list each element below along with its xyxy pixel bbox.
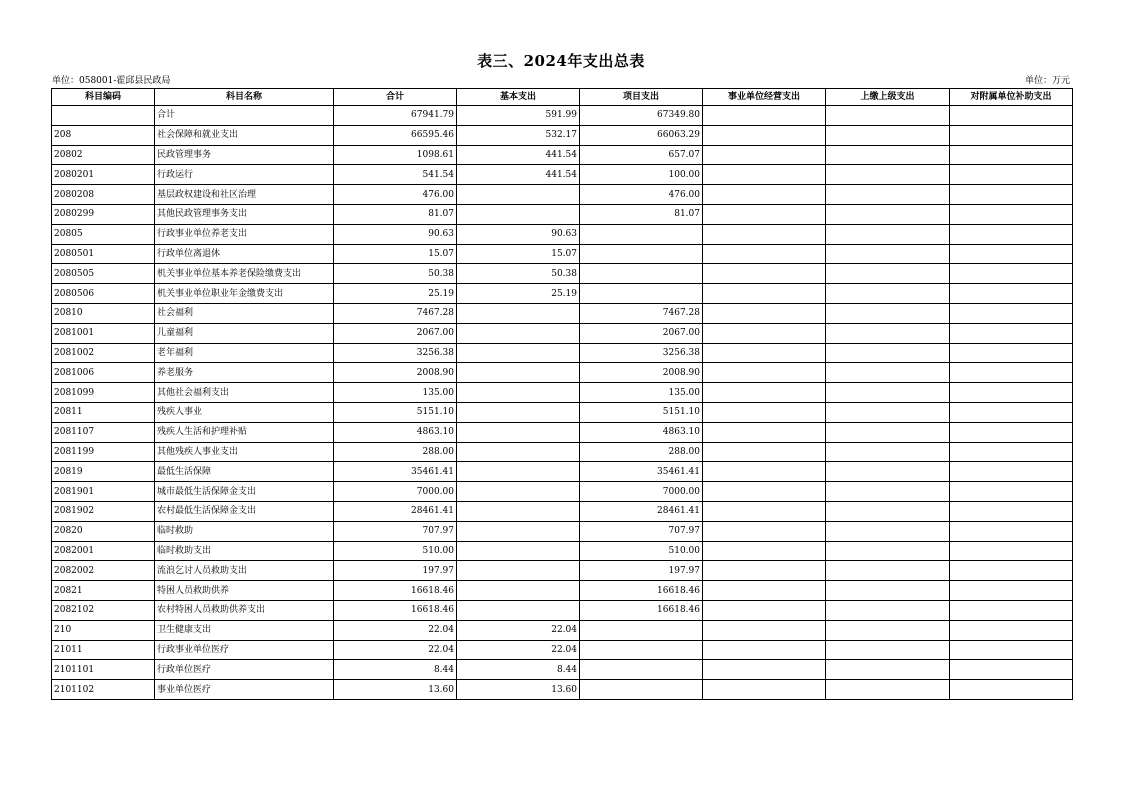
cell-name: 基层政权建设和社区治理 [155,185,334,205]
table-row [52,343,1073,363]
table-row [52,284,1073,304]
cell-upper-remit [826,581,950,601]
table-row [52,620,1073,640]
cell-code: 2080505 [52,264,155,284]
cell-total: 2008.90 [334,363,457,383]
cell-project [580,640,703,660]
table-row [52,561,1073,581]
cell-name: 机关事业单位职业年金缴费支出 [155,284,334,304]
cell-code: 2080201 [52,165,155,185]
cell-project [580,264,703,284]
cell-total: 22.04 [334,640,457,660]
cell-code: 20819 [52,462,155,482]
cell-total: 15.07 [334,244,457,264]
header-operations: 事业单位经营支出 [703,89,826,106]
header-project: 项目支出 [580,89,703,106]
cell-subsidy [950,145,1073,165]
cell-operations [703,581,826,601]
cell-code [52,106,155,126]
table-row [52,204,1073,224]
cell-subsidy [950,303,1073,323]
cell-basic [457,581,580,601]
cell-name: 最低生活保障 [155,462,334,482]
cell-basic: 13.60 [457,680,580,700]
cell-subsidy [950,323,1073,343]
unit-currency: 单位：万元 [1024,76,1070,86]
cell-name: 城市最低生活保障金支出 [155,482,334,502]
cell-subsidy [950,521,1073,541]
cell-subsidy [950,185,1073,205]
cell-project: 7467.28 [580,303,703,323]
cell-basic [457,343,580,363]
cell-total: 67941.79 [334,106,457,126]
cell-operations [703,521,826,541]
cell-basic: 22.04 [457,640,580,660]
cell-code: 210 [52,620,155,640]
cell-subsidy [950,462,1073,482]
cell-operations [703,422,826,442]
cell-name: 其他社会福利支出 [155,383,334,403]
cell-project: 35461.41 [580,462,703,482]
cell-name: 事业单位医疗 [155,680,334,700]
table-row [52,442,1073,462]
header-code: 科目编码 [52,89,155,106]
cell-subsidy [950,224,1073,244]
table-row [52,501,1073,521]
cell-total: 35461.41 [334,462,457,482]
cell-code: 208 [52,125,155,145]
cell-subsidy [950,106,1073,126]
cell-project [580,284,703,304]
cell-name: 农村特困人员救助供养支出 [155,600,334,620]
cell-total: 50.38 [334,264,457,284]
cell-code: 2082002 [52,561,155,581]
cell-name: 机关事业单位基本养老保险缴费支出 [155,264,334,284]
cell-upper-remit [826,620,950,640]
cell-upper-remit [826,363,950,383]
cell-code: 2081006 [52,363,155,383]
cell-basic [457,561,580,581]
cell-basic [457,402,580,422]
cell-total: 7467.28 [334,303,457,323]
cell-code: 20805 [52,224,155,244]
cell-subsidy [950,541,1073,561]
cell-operations [703,244,826,264]
table-row [52,363,1073,383]
cell-total: 22.04 [334,620,457,640]
cell-code: 2081002 [52,343,155,363]
cell-basic [457,204,580,224]
cell-code: 2101101 [52,660,155,680]
cell-project: 2067.00 [580,323,703,343]
cell-total: 16618.46 [334,581,457,601]
cell-operations [703,323,826,343]
cell-total: 1098.61 [334,145,457,165]
cell-upper-remit [826,640,950,660]
cell-subsidy [950,581,1073,601]
unit-department: 单位：058001-霍邱县民政局 [52,76,171,86]
report-title: 表三、2024年支出总表 [477,52,645,70]
cell-project: 707.97 [580,521,703,541]
cell-project: 4863.10 [580,422,703,442]
cell-name: 行政单位医疗 [155,660,334,680]
cell-upper-remit [826,185,950,205]
cell-subsidy [950,284,1073,304]
cell-total: 2067.00 [334,323,457,343]
cell-upper-remit [826,303,950,323]
table-row [52,303,1073,323]
cell-operations [703,224,826,244]
cell-total: 81.07 [334,204,457,224]
cell-operations [703,640,826,660]
header-upper-remit: 上缴上级支出 [826,89,950,106]
cell-basic [457,363,580,383]
cell-operations [703,264,826,284]
cell-basic [457,383,580,403]
cell-total: 197.97 [334,561,457,581]
cell-project: 510.00 [580,541,703,561]
cell-basic: 441.54 [457,165,580,185]
table-row [52,600,1073,620]
cell-name: 民政管理事务 [155,145,334,165]
cell-upper-remit [826,106,950,126]
cell-basic: 15.07 [457,244,580,264]
cell-subsidy [950,204,1073,224]
cell-upper-remit [826,165,950,185]
cell-operations [703,165,826,185]
cell-subsidy [950,660,1073,680]
cell-project: 2008.90 [580,363,703,383]
cell-operations [703,501,826,521]
cell-code: 2081107 [52,422,155,442]
cell-upper-remit [826,680,950,700]
cell-operations [703,145,826,165]
table-row [52,521,1073,541]
cell-upper-remit [826,343,950,363]
cell-basic [457,422,580,442]
cell-total: 7000.00 [334,482,457,502]
cell-operations [703,561,826,581]
cell-basic: 441.54 [457,145,580,165]
cell-upper-remit [826,501,950,521]
cell-subsidy [950,264,1073,284]
cell-code: 2101102 [52,680,155,700]
table-row [52,106,1073,126]
table-row [52,660,1073,680]
table-row [52,165,1073,185]
cell-operations [703,303,826,323]
cell-code: 20821 [52,581,155,601]
cell-code: 2081901 [52,482,155,502]
cell-upper-remit [826,224,950,244]
cell-operations [703,204,826,224]
cell-upper-remit [826,244,950,264]
cell-subsidy [950,244,1073,264]
cell-name: 特困人员救助供养 [155,581,334,601]
cell-subsidy [950,363,1073,383]
cell-total: 28461.41 [334,501,457,521]
cell-basic [457,303,580,323]
cell-name: 社会保障和就业支出 [155,125,334,145]
cell-project: 16618.46 [580,600,703,620]
table-row [52,264,1073,284]
cell-upper-remit [826,462,950,482]
cell-project: 476.00 [580,185,703,205]
cell-operations [703,462,826,482]
cell-total: 4863.10 [334,422,457,442]
cell-subsidy [950,442,1073,462]
cell-name: 行政运行 [155,165,334,185]
cell-subsidy [950,422,1073,442]
cell-code: 2080506 [52,284,155,304]
table-row [52,185,1073,205]
cell-operations [703,383,826,403]
cell-basic [457,185,580,205]
cell-project: 135.00 [580,383,703,403]
cell-total: 288.00 [334,442,457,462]
cell-basic: 50.38 [457,264,580,284]
cell-operations [703,680,826,700]
cell-subsidy [950,125,1073,145]
cell-total: 13.60 [334,680,457,700]
cell-project: 5151.10 [580,402,703,422]
cell-basic [457,482,580,502]
header-total: 合计 [334,89,457,106]
cell-subsidy [950,640,1073,660]
cell-basic: 22.04 [457,620,580,640]
cell-project: 67349.80 [580,106,703,126]
cell-basic: 25.19 [457,284,580,304]
cell-subsidy [950,600,1073,620]
cell-name: 社会福利 [155,303,334,323]
cell-basic [457,323,580,343]
cell-code: 2081001 [52,323,155,343]
cell-basic [457,501,580,521]
cell-upper-remit [826,383,950,403]
table-body [52,106,1073,700]
cell-subsidy [950,561,1073,581]
cell-upper-remit [826,521,950,541]
cell-operations [703,185,826,205]
cell-basic: 8.44 [457,660,580,680]
cell-code: 2082001 [52,541,155,561]
cell-code: 2081099 [52,383,155,403]
cell-project: 81.07 [580,204,703,224]
cell-name: 养老服务 [155,363,334,383]
cell-upper-remit [826,561,950,581]
cell-project: 288.00 [580,442,703,462]
table-row [52,462,1073,482]
cell-basic [457,521,580,541]
cell-upper-remit [826,264,950,284]
table-header-row [52,89,1073,106]
cell-operations [703,620,826,640]
cell-basic [457,442,580,462]
cell-code: 2080501 [52,244,155,264]
table-row [52,224,1073,244]
cell-operations [703,284,826,304]
cell-total: 66595.46 [334,125,457,145]
cell-name: 农村最低生活保障金支出 [155,501,334,521]
cell-upper-remit [826,145,950,165]
cell-operations [703,660,826,680]
cell-total: 135.00 [334,383,457,403]
cell-code: 20811 [52,402,155,422]
table-row [52,145,1073,165]
cell-operations [703,482,826,502]
cell-name: 合计 [155,106,334,126]
cell-code: 20802 [52,145,155,165]
cell-total: 707.97 [334,521,457,541]
cell-subsidy [950,165,1073,185]
cell-name: 卫生健康支出 [155,620,334,640]
cell-operations [703,125,826,145]
cell-basic: 90.63 [457,224,580,244]
cell-upper-remit [826,402,950,422]
cell-code: 2081199 [52,442,155,462]
cell-project: 7000.00 [580,482,703,502]
cell-name: 其他民政管理事务支出 [155,204,334,224]
cell-code: 2080208 [52,185,155,205]
cell-operations [703,541,826,561]
cell-project: 100.00 [580,165,703,185]
cell-project: 3256.38 [580,343,703,363]
cell-upper-remit [826,482,950,502]
cell-name: 临时救助支出 [155,541,334,561]
cell-code: 20810 [52,303,155,323]
header-subsidy: 对附属单位补助支出 [950,89,1073,106]
table-row [52,422,1073,442]
cell-name: 临时救助 [155,521,334,541]
cell-total: 5151.10 [334,402,457,422]
table-row [52,323,1073,343]
cell-code: 21011 [52,640,155,660]
cell-total: 25.19 [334,284,457,304]
cell-subsidy [950,482,1073,502]
cell-project: 197.97 [580,561,703,581]
expenditure-table [51,88,1073,700]
cell-subsidy [950,343,1073,363]
cell-operations [703,363,826,383]
cell-total: 510.00 [334,541,457,561]
cell-code: 2082102 [52,600,155,620]
cell-total: 90.63 [334,224,457,244]
cell-total: 8.44 [334,660,457,680]
header-basic: 基本支出 [457,89,580,106]
table-row [52,482,1073,502]
cell-upper-remit [826,422,950,442]
cell-name: 流浪乞讨人员救助支出 [155,561,334,581]
cell-subsidy [950,383,1073,403]
cell-subsidy [950,402,1073,422]
cell-project [580,244,703,264]
cell-project: 28461.41 [580,501,703,521]
cell-name: 行政事业单位医疗 [155,640,334,660]
cell-basic: 591.99 [457,106,580,126]
cell-basic [457,541,580,561]
table-row [52,383,1073,403]
cell-code: 2081902 [52,501,155,521]
header-name: 科目名称 [155,89,334,106]
cell-name: 行政单位离退休 [155,244,334,264]
cell-project [580,620,703,640]
cell-total: 541.54 [334,165,457,185]
cell-basic: 532.17 [457,125,580,145]
cell-upper-remit [826,600,950,620]
cell-name: 老年福利 [155,343,334,363]
cell-upper-remit [826,323,950,343]
cell-total: 16618.46 [334,600,457,620]
cell-project: 66063.29 [580,125,703,145]
cell-operations [703,402,826,422]
table-row [52,244,1073,264]
table-row [52,402,1073,422]
cell-operations [703,442,826,462]
cell-basic [457,600,580,620]
cell-name: 行政事业单位养老支出 [155,224,334,244]
table-row [52,125,1073,145]
cell-upper-remit [826,442,950,462]
cell-total: 476.00 [334,185,457,205]
cell-name: 残疾人事业 [155,402,334,422]
table-row [52,680,1073,700]
cell-code: 2080299 [52,204,155,224]
cell-operations [703,343,826,363]
cell-name: 残疾人生活和护理补贴 [155,422,334,442]
cell-subsidy [950,620,1073,640]
table-row [52,581,1073,601]
cell-subsidy [950,501,1073,521]
cell-basic [457,462,580,482]
cell-upper-remit [826,125,950,145]
cell-code: 20820 [52,521,155,541]
cell-project [580,680,703,700]
cell-project [580,660,703,680]
cell-upper-remit [826,204,950,224]
cell-subsidy [950,680,1073,700]
cell-project: 16618.46 [580,581,703,601]
cell-project [580,224,703,244]
table-row [52,541,1073,561]
cell-upper-remit [826,284,950,304]
table-row [52,640,1073,660]
cell-upper-remit [826,660,950,680]
cell-project: 657.07 [580,145,703,165]
cell-total: 3256.38 [334,343,457,363]
cell-operations [703,106,826,126]
cell-upper-remit [826,541,950,561]
cell-name: 儿童福利 [155,323,334,343]
cell-operations [703,600,826,620]
cell-name: 其他残疾人事业支出 [155,442,334,462]
